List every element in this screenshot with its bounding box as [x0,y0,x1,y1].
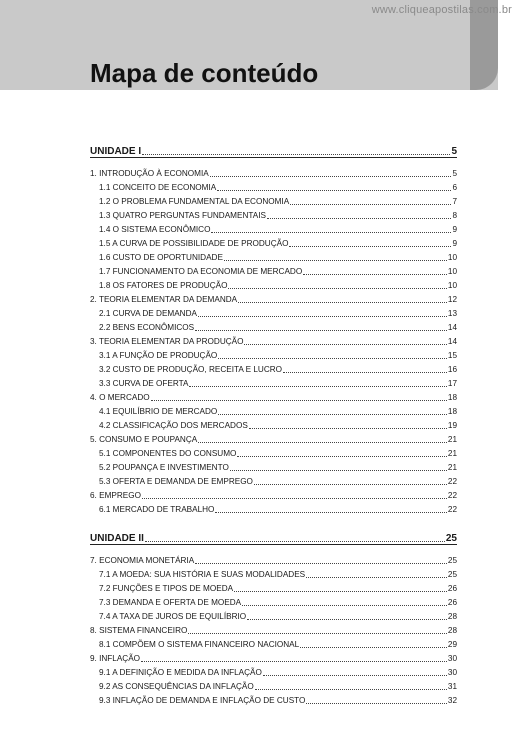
dot-leader [188,633,447,634]
dot-leader [306,577,447,578]
toc-subsection-entry[interactable] [90,417,457,431]
toc-page-number: 14 [447,337,457,346]
toc-entry-label: 9.1 A DEFINIÇÃO E MEDIDA DA INFLAÇÃO [99,668,262,677]
toc-chapter-entry[interactable] [90,552,457,566]
toc-page-number: 25 [447,570,457,579]
dot-leader [234,591,447,592]
toc-page-number: 10 [447,267,457,276]
toc-chapter-entry[interactable] [90,165,457,179]
toc-entry-label: 9.2 AS CONSEQUÊNCIAS DA INFLAÇÃO [99,682,254,691]
toc-page-number: 28 [447,612,457,621]
toc-entry-label: 7.4 A TAXA DE JUROS DE EQUILÍBRIO [99,612,247,621]
toc-page-number: 7 [452,197,457,206]
dot-leader [254,484,447,485]
toc-page-number: 25 [447,556,457,565]
toc-subsection-entry[interactable] [90,501,457,515]
toc-entry-label: 1.3 QUATRO PERGUNTAS FUNDAMENTAIS [99,211,266,220]
toc-chapter-entry[interactable] [90,389,457,403]
toc-chapter-entry[interactable] [90,291,457,305]
toc-entry-label: 1.5 A CURVA DE POSSIBILIDADE DE PRODUÇÃO [99,239,289,248]
toc-subsection-entry[interactable] [90,692,457,706]
dot-leader [224,260,447,261]
table-of-contents [90,140,457,706]
toc-entry-label: 2.1 CURVA DE DEMANDA [99,309,197,318]
dot-leader [198,316,447,317]
dot-leader [244,344,446,345]
dot-leader [195,563,447,564]
toc-page-number: 21 [447,463,457,472]
toc-entry-label: 4.2 CLASSIFICAÇÃO DOS MERCADOS [99,421,248,430]
toc-page-number: 9 [452,225,457,234]
toc-subsection-entry[interactable] [90,403,457,417]
toc-page-number: 22 [447,477,457,486]
toc-page-number: 30 [447,654,457,663]
toc-entry-label: 3. TEORIA ELEMENTAR DA PRODUÇÃO [90,337,244,346]
toc-entry-label: 1.4 O SISTEMA ECONÔMICO [99,225,211,234]
dot-leader [218,414,447,415]
toc-entry-label: 1.7 FUNCIONAMENTO DA ECONOMIA DE MERCADO [99,267,303,276]
toc-page-number: 18 [447,393,457,402]
toc-subsection-entry[interactable] [90,319,457,333]
toc-entry-label: 9.3 INFLAÇÃO DE DEMANDA E INFLAÇÃO DE CUSTO [99,696,306,705]
toc-page-number: 14 [447,323,457,332]
toc-entry-label: 6. EMPREGO [90,491,141,500]
toc-entry-label: 5.3 OFERTA E DEMANDA DE EMPREGO [99,477,253,486]
toc-chapter-entry[interactable] [90,650,457,664]
dot-leader [189,386,446,387]
toc-entry-label: 1. INTRODUÇÃO À ECONOMIA [90,169,209,178]
dot-leader [242,605,447,606]
dot-leader [255,689,447,690]
dot-leader [300,647,447,648]
toc-entry-label: UNIDADE I [90,146,142,157]
toc-entry-label: 6.1 MERCADO DE TRABALHO [99,505,215,514]
dot-leader [306,703,446,704]
toc-entry-label: 5. CONSUMO E POUPANÇA [90,435,198,444]
toc-subsection-entry[interactable] [90,235,457,249]
spacer [90,545,457,552]
toc-page-number: 17 [447,379,457,388]
toc-entry-label: 9. INFLAÇÃO [90,654,141,663]
toc-chapter-entry[interactable] [90,333,457,347]
toc-page-number: 21 [447,435,457,444]
toc-subsection-entry[interactable] [90,636,457,650]
toc-subsection-entry[interactable] [90,179,457,193]
toc-subsection-entry[interactable] [90,263,457,277]
toc-entry-label: UNIDADE II [90,533,144,544]
spacer [90,158,457,165]
toc-entry-label: 1.6 CUSTO DE OPORTUNIDADE [99,253,223,262]
toc-page-number: 12 [447,295,457,304]
toc-subsection-entry[interactable] [90,193,457,207]
watermark: www.cliqueapostilas.com.br [371,4,512,16]
toc-entry-label: 1.8 OS FATORES DE PRODUÇÃO [99,281,228,290]
toc-page-number: 8 [452,211,457,220]
dot-leader [211,232,451,233]
dot-leader [228,288,446,289]
toc-page-number: 5 [451,146,457,157]
toc-page-number: 18 [447,407,457,416]
toc-page-number: 22 [447,491,457,500]
toc-entry-label: 7.1 A MOEDA: SUA HISTÓRIA E SUAS MODALIDADES [99,570,306,579]
dot-leader [289,246,451,247]
dot-leader [151,400,447,401]
toc-page-number: 5 [452,169,457,178]
toc-page-number: 22 [447,505,457,514]
toc-subsection-entry[interactable] [90,445,457,459]
toc-subsection-entry[interactable] [90,249,457,263]
toc-page-number: 31 [447,682,457,691]
toc-chapter-entry[interactable] [90,431,457,445]
toc-page-number: 30 [447,668,457,677]
toc-page-number: 10 [447,253,457,262]
dot-leader [303,274,447,275]
toc-chapter-entry[interactable] [90,622,457,636]
toc-entry-label: 5.2 POUPANÇA E INVESTIMENTO [99,463,229,472]
dot-leader [218,358,447,359]
toc-subsection-entry[interactable] [90,608,457,622]
toc-subsection-entry[interactable] [90,580,457,594]
toc-subsection-entry[interactable] [90,473,457,487]
dot-leader [215,512,446,513]
toc-subsection-entry[interactable] [90,375,457,389]
toc-page-number: 19 [447,421,457,430]
toc-entry-label: 7.3 DEMANDA E OFERTA DE MOEDA [99,598,242,607]
dot-leader [142,498,447,499]
page-title: Mapa de conteúdo [90,58,319,88]
dot-leader [290,204,451,205]
toc-page-number: 13 [447,309,457,318]
toc-subsection-entry[interactable] [90,459,457,473]
toc-page-number: 32 [447,696,457,705]
toc-subsection-entry[interactable] [90,277,457,291]
toc-unit-heading[interactable] [90,140,457,158]
toc-subsection-entry[interactable] [90,221,457,235]
toc-entry-label: 2.2 BENS ECONÔMICOS [99,323,195,332]
dot-leader [142,154,450,155]
dot-leader [217,190,451,191]
dot-leader [247,619,447,620]
toc-subsection-entry[interactable] [90,664,457,678]
toc-page-number: 26 [447,598,457,607]
toc-entry-label: 1.1 CONCEITO DE ECONOMIA [99,183,217,192]
dot-leader [195,330,447,331]
dot-leader [210,176,452,177]
toc-entry-label: 8. SISTEMA FINANCEIRO [90,626,188,635]
toc-page-number: 9 [452,239,457,248]
toc-entry-label: 3.2 CUSTO DE PRODUÇÃO, RECEITA E LUCRO [99,365,283,374]
toc-entry-label: 1.2 O PROBLEMA FUNDAMENTAL DA ECONOMIA [99,197,290,206]
toc-page-number: 16 [447,365,457,374]
toc-entry-label: 3.1 A FUNÇÃO DE PRODUÇÃO [99,351,218,360]
toc-entry-label: 7. ECONOMIA MONETÁRIA [90,556,195,565]
toc-page-number: 15 [447,351,457,360]
toc-entry-label: 2. TEORIA ELEMENTAR DA DEMANDA [90,295,238,304]
dot-leader [230,470,447,471]
toc-page-number: 6 [452,183,457,192]
toc-subsection-entry[interactable] [90,678,457,692]
toc-entry-label: 4.1 EQUILÍBRIO DE MERCADO [99,407,218,416]
dot-leader [267,218,451,219]
toc-page-number: 28 [447,626,457,635]
toc-page-number: 29 [447,640,457,649]
dot-leader [237,456,447,457]
toc-subsection-entry[interactable] [90,594,457,608]
dot-leader [263,675,447,676]
dot-leader [283,372,447,373]
toc-entry-label: 8.1 COMPÕEM O SISTEMA FINANCEIRO NACIONAL [99,640,300,649]
toc-chapter-entry[interactable] [90,487,457,501]
toc-subsection-entry[interactable] [90,207,457,221]
toc-page-number: 21 [447,449,457,458]
toc-page-number: 25 [445,533,457,544]
dot-leader [145,541,445,542]
toc-entry-label: 3.3 CURVA DE OFERTA [99,379,189,388]
spacer [90,515,457,527]
toc-unit-heading[interactable] [90,527,457,545]
dot-leader [249,428,447,429]
toc-entry-label: 5.1 COMPONENTES DO CONSUMO [99,449,237,458]
toc-entry-label: 7.2 FUNÇÕES E TIPOS DE MOEDA [99,584,234,593]
dot-leader [141,661,447,662]
dot-leader [198,442,447,443]
toc-subsection-entry[interactable] [90,305,457,319]
toc-entry-label: 4. O MERCADO [90,393,150,402]
toc-page-number: 10 [447,281,457,290]
toc-page-number: 26 [447,584,457,593]
toc-subsection-entry[interactable] [90,361,457,375]
toc-subsection-entry[interactable] [90,566,457,580]
toc-subsection-entry[interactable] [90,347,457,361]
dot-leader [238,302,447,303]
